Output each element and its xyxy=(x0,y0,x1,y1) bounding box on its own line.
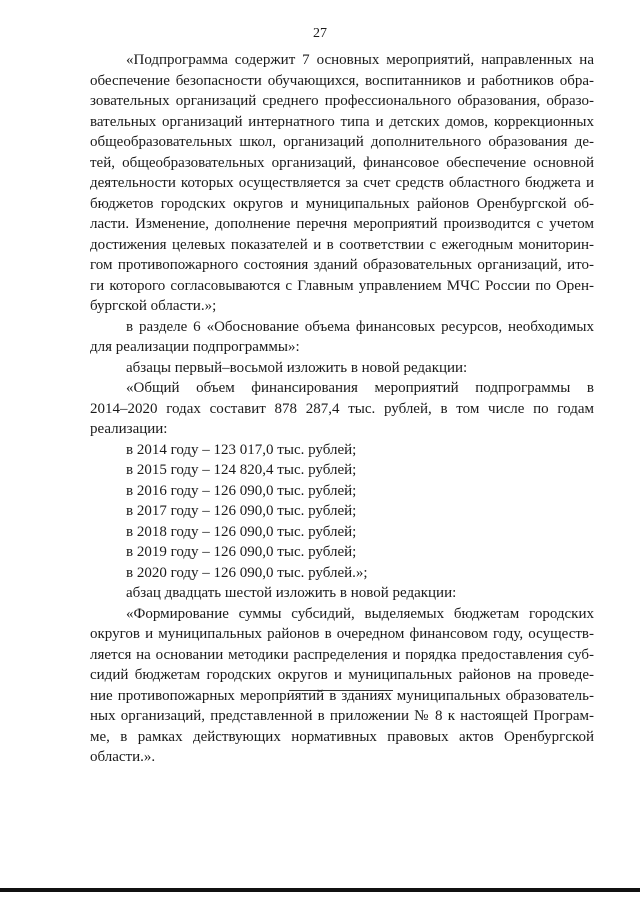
text-line: «Общий объем финансирования мероприятий подпрограммы в xyxy=(126,380,594,396)
text-line: ме, в рамках действующих нормативных правовых актов Оренбургской xyxy=(90,728,594,745)
text-line: для реализации подпрограммы»: xyxy=(90,339,300,355)
text-line: «Подпрограмма содержит 7 основных мероприятий, направленных на xyxy=(126,52,594,68)
text-line: ги которого согласовываются с Главным управлением МЧС России по Орен- xyxy=(90,277,594,294)
text-line: «Формирование суммы субсидий, выделяемых бюджетам городских xyxy=(126,605,594,622)
text-line: бюджетов городских округов и муниципальных районов Оренбургской об- xyxy=(90,195,594,212)
text-line: вательных организаций интернатного типа и детских домов, коррекционных xyxy=(90,113,594,130)
year-line: в 2017 году – 126 090,0 тыс. рублей; xyxy=(126,503,357,519)
text-line: абзацы первый–восьмой изложить в новой редакции: xyxy=(126,359,468,376)
year-line: в 2018 году – 126 090,0 тыс. рублей; xyxy=(126,523,357,540)
text-line: округов и муниципальных районов в очередном финансовом году, осуществ- xyxy=(90,626,594,642)
document-body xyxy=(90,50,594,768)
year-line: в 2014 году – 123 017,0 тыс. рублей; xyxy=(126,441,357,458)
year-line: в 2019 году – 126 090,0 тыс. рублей; xyxy=(126,544,357,560)
text-line: ласти. Изменение, дополнение перечня мероприятий производится с учетом xyxy=(90,216,594,232)
separator-line xyxy=(289,690,393,691)
text-line: деятельности которых осуществляется за счет средств областного бюджета и xyxy=(90,175,594,191)
text-line: обеспечение безопасности обучающихся, воспитанников и работников обра- xyxy=(90,72,594,89)
text-line: реализации: xyxy=(90,421,168,437)
text-line: достижения целевых показателей и в соответствии с ежегодным мониторин- xyxy=(90,236,594,253)
page-number: 27 xyxy=(313,26,327,41)
text-line: зовательных организаций среднего профессионального образования, образо- xyxy=(90,93,594,109)
text-line: гом противопожарного состояния зданий образовательных организаций, ито- xyxy=(90,257,594,273)
text-line: ных организаций, представленной в приложении № 8 к настоящей Програм- xyxy=(90,708,594,724)
text-line: 2014–2020 годах составит 878 287,4 тыс. рублей, в том числе по годам xyxy=(90,400,594,417)
text-line: ляется на основании методики распределения и порядка предоставления суб- xyxy=(90,646,594,663)
text-line: бургской области.»; xyxy=(90,298,217,314)
text-line: общеобразовательных школ, организаций дополнительного образования де- xyxy=(90,134,594,150)
year-line: в 2020 году – 126 090,0 тыс. рублей.»; xyxy=(126,564,368,581)
text-line: ние противопожарных мероприятий в зданиях муниципальных образователь- xyxy=(90,687,594,704)
text-line: сидий бюджетам городских округов и муниципальных районов на проведе- xyxy=(90,667,594,683)
text-line: абзац двадцать шестой изложить в новой редакции: xyxy=(126,585,457,601)
year-line: в 2015 году – 124 820,4 тыс. рублей; xyxy=(126,462,357,478)
year-line: в 2016 году – 126 090,0 тыс. рублей; xyxy=(126,482,357,499)
text-line: в разделе 6 «Обоснование объема финансовых ресурсов, необходимых xyxy=(126,318,594,335)
bottom-border xyxy=(0,888,640,892)
text-line: тей, общеобразовательных организаций, финансовое обеспечение основной xyxy=(90,154,594,171)
text-line: области.». xyxy=(90,749,156,765)
